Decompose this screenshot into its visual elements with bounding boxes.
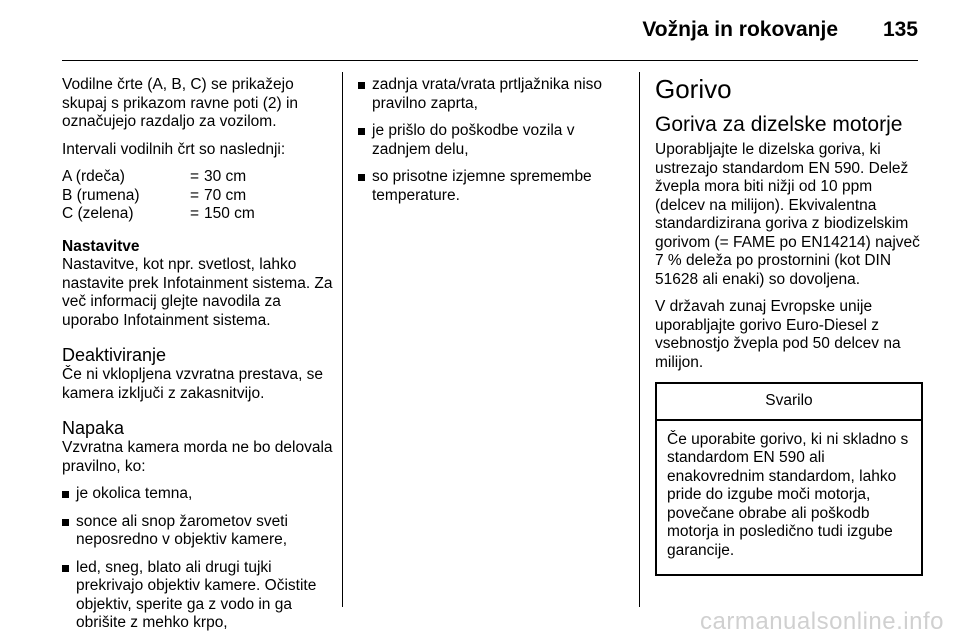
settings-text: Nastavitve, kot npr. svetlost, lahko nastavite prek Infotainment sistema. Za več informacij glejte navodila za uporabo Infotainment sistema. (62, 256, 333, 329)
guideline-value: 150 cm (204, 205, 255, 222)
list-item: je prišlo do poškodbe vozila v zadnjem delu, (358, 122, 630, 159)
square-bullet-icon (358, 174, 365, 181)
equals-sign: = (190, 168, 200, 185)
warning-title: Svarilo (657, 384, 921, 421)
guideline-label: C (zelena) (62, 205, 134, 222)
guideline-row-a (62, 168, 334, 187)
guideline-value: 30 cm (204, 168, 247, 185)
list-item: zadnja vrata/vrata prtljažnika niso pravilno zaprta, (358, 76, 630, 113)
column-left (62, 76, 334, 642)
guideline-value: 70 cm (204, 186, 247, 204)
header-divider (62, 60, 918, 61)
guideline-intervals-label: Intervali vodilnih črt so naslednji: (62, 140, 286, 158)
square-bullet-icon (358, 82, 365, 89)
section-title: Gorivo (655, 74, 732, 104)
page-header (0, 0, 960, 62)
guideline-label: A (rdeča) (62, 168, 125, 185)
guideline-row-b (62, 187, 334, 206)
chapter-title: Vožnja in rokovanje (642, 18, 838, 41)
equals-sign: = (190, 205, 200, 222)
list-item: led, sneg, blato ali drugi tujki prekrivajo objektiv kamere. Očistite objektiv, sperite ga z vodo in ga obrišite z mehko krpo, (62, 559, 334, 633)
square-bullet-icon (62, 565, 69, 572)
deactivation-text: Če ni vklopljena vzvratna prestava, se kamera izklјuči z zakasnitvijo. (62, 366, 324, 402)
fault-heading: Napaka (62, 418, 125, 438)
column-divider-1 (342, 72, 343, 607)
guideline-label: B (rumena) (62, 186, 140, 204)
guideline-list (62, 168, 334, 224)
subsection-title: Goriva za dizelske motorje (655, 113, 903, 136)
guideline-intro: Vodilne črte (A, B, C) se prikažejo skupaj s prikazom ravne poti (2) in označujejo razdaljo za vozilom. (62, 76, 299, 130)
non-eu-fuel-text: V državah zunaj Evropske unije uporabljajte gorivo Euro-Diesel z vsebnostjo žvepla pod 50 delcev na milijon. (655, 298, 901, 371)
fault-bullet-list (62, 485, 334, 633)
deactivation-heading: Deaktiviranje (62, 345, 167, 365)
column-divider-2 (639, 72, 640, 607)
list-item: so prisotne izjemne spremembe temperature. (358, 168, 630, 205)
list-item: sonce ali snop žarometov sveti neposredno v objektiv kamere, (62, 513, 334, 550)
list-item: je okolica temna, (62, 485, 334, 504)
square-bullet-icon (62, 519, 69, 526)
settings-heading: Nastavitve (62, 237, 140, 255)
page-number: 135 (882, 18, 918, 41)
warning-text: Če uporabite gorivo, ki ni skladno s standardom EN 590 ali enakovrednim standardom, lahko pride do izgube moči motorja, povečane obrabe ali poškodb motorja in posledično tudi izgube garancije. (667, 430, 909, 559)
column-middle (358, 76, 630, 214)
square-bullet-icon (62, 491, 69, 498)
warning-box (655, 382, 923, 576)
diesel-fuel-text: Uporabljajte le dizelska goriva, ki ustrezajo standardom EN 590. Delež žvepla mora biti nižji od 10 ppm (delcev na milijon). Ekvivalentna standardizirana goriva z biodizelskim gorivom (= FAME po EN14214) največ 7 % deleža po prostornini (kot DIN 51628 ali enaki) so dovoljena. (655, 141, 920, 288)
column-right (655, 74, 923, 576)
square-bullet-icon (358, 128, 365, 135)
guideline-row-c (62, 205, 334, 224)
watermark: carmanualsonline.info (700, 608, 944, 635)
fault-bullet-list-continued (358, 76, 630, 205)
fault-text: Vzvratna kamera morda ne bo delovala pravilno, ko: (62, 439, 333, 475)
equals-sign: = (190, 186, 200, 204)
